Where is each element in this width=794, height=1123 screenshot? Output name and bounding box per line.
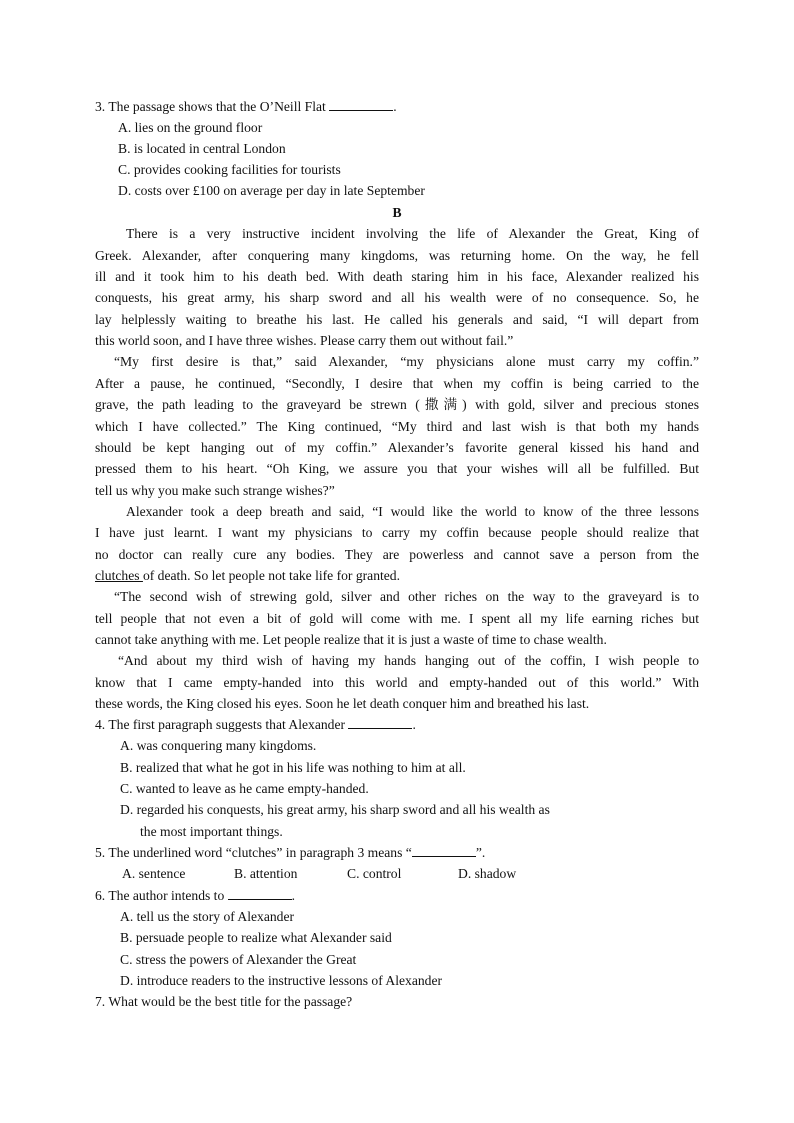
q4-stem-text: 4. The first paragraph suggests that Alexander xyxy=(95,717,349,732)
passage-line: Alexander took a deep breath and said, “I would like the world to know of the three lessons xyxy=(126,504,699,519)
answer-blank xyxy=(329,97,393,111)
passage-line: tell people that not even a bit of gold will come with me. I spent all my life earning riches but xyxy=(95,611,699,626)
q5-option-b: B. attention xyxy=(234,866,298,881)
passage-line: Greek. Alexander, after conquering many kingdoms, was returning home. On the way, he fell xyxy=(95,248,699,263)
passage-line xyxy=(95,565,699,586)
passage-line: “The second wish of strewing gold, silver and other riches on the way to the graveyard is to xyxy=(114,589,699,604)
passage-line: which I have collected.” The King continued, “My third and last wish is that both my hands xyxy=(95,419,699,434)
passage-line: tell us why you make such strange wishes?” xyxy=(95,483,335,498)
q4-stem-end: . xyxy=(412,717,416,732)
passage-text: of death. So let people not take life for granted. xyxy=(142,568,400,583)
q4-stem xyxy=(95,714,699,735)
passage-line: conquests, his great army, his sharp sword and all his wealth were of no consequence. So, he xyxy=(95,290,699,305)
passage-line: ill and it took him to his death bed. With death staring him in his face, Alexander realized his xyxy=(95,269,699,284)
q3-option-c: C. provides cooking facilities for tourists xyxy=(118,162,341,177)
passage-line: lay helplessly waiting to breathe his last. He called his generals and said, “I will depart from xyxy=(95,312,699,327)
passage-line: grave, the path leading to the graveyard be strewn (撒满) with gold, silver and precious stones xyxy=(95,397,699,412)
q6-stem-text: 6. The author intends to xyxy=(95,888,228,903)
q5-option-a: A. sentence xyxy=(122,866,186,881)
passage-line: “And about my third wish of having my hands hanging out of the coffin, I wish people to xyxy=(118,653,699,668)
passage-line: pressed them to his heart. “Oh King, we assure you that your wishes will all be fulfilled. But xyxy=(95,461,699,476)
q4-option-c: C. wanted to leave as he came empty-handed. xyxy=(120,781,369,796)
passage-line: cannot take anything with me. Let people realize that it is just a waste of time to chase wealth. xyxy=(95,632,607,647)
passage-line: There is a very instructive incident involving the life of Alexander the Great, King of xyxy=(126,226,699,241)
q6-option-c: C. stress the powers of Alexander the Great xyxy=(120,952,357,967)
q5-option-d: D. shadow xyxy=(458,866,517,881)
q5-stem-end: ”. xyxy=(475,845,486,860)
q5-option-c: C. control xyxy=(347,866,402,881)
q3-stem-text: 3. The passage shows that the O’Neill Flat xyxy=(95,99,330,114)
q6-stem-end: . xyxy=(291,888,296,903)
q3-option-d: D. costs over £100 on average per day in late September xyxy=(118,183,425,198)
q6-option-d: D. introduce readers to the instructive lessons of Alexander xyxy=(120,973,443,988)
q5-stem-text: 5. The underlined word “clutches” in paragraph 3 means “ xyxy=(95,845,412,860)
passage-line: know that I came empty-handed into this world and empty-handed out of this world.” With xyxy=(95,675,699,690)
passage-line: “My first desire is that,” said Alexander, “my physicians alone must carry my coffin.” xyxy=(114,354,699,369)
q4-option-b: B. realized that what he got in his life was nothing to him at all. xyxy=(120,760,466,775)
q3-stem xyxy=(95,96,699,117)
q3-option-a: A. lies on the ground floor xyxy=(118,120,263,135)
passage-line: this world soon, and I have three wishes. Please carry them out without fail.” xyxy=(95,333,514,348)
passage-line: After a pause, he continued, “Secondly, I desire that when my coffin is being carried to the xyxy=(95,376,699,391)
q4-option-d-continued: the most important things. xyxy=(140,824,283,839)
q6-option-a: A. tell us the story of Alexander xyxy=(120,909,295,924)
underlined-word: clutches xyxy=(95,568,143,583)
q7-stem: 7. What would be the best title for the passage? xyxy=(95,994,353,1009)
answer-blank xyxy=(228,886,292,900)
answer-blank xyxy=(348,715,412,729)
q6-option-b: B. persuade people to realize what Alexander said xyxy=(120,930,392,945)
q3-stem-end: . xyxy=(393,99,397,114)
passage-line: should be kept hanging out of my coffin.” Alexander’s favorite general kissed his hand and xyxy=(95,440,699,455)
q4-option-d: D. regarded his conquests, his great army, his sharp sword and all his wealth as xyxy=(120,802,550,817)
section-label: B xyxy=(392,205,402,220)
passage-line: no doctor can really cure any bodies. They are powerless and cannot save a person from the xyxy=(95,547,699,562)
answer-blank xyxy=(412,843,476,857)
q6-stem xyxy=(95,885,699,906)
passage-line: these words, the King closed his eyes. Soon he let death conquer him and breathed his last. xyxy=(95,696,590,711)
passage-line: I have just learnt. I want my physicians to carry my coffin because people should realize that xyxy=(95,525,699,540)
q5-stem xyxy=(95,842,699,863)
q4-option-a: A. was conquering many kingdoms. xyxy=(120,738,317,753)
q3-option-b: B. is located in central London xyxy=(118,141,286,156)
